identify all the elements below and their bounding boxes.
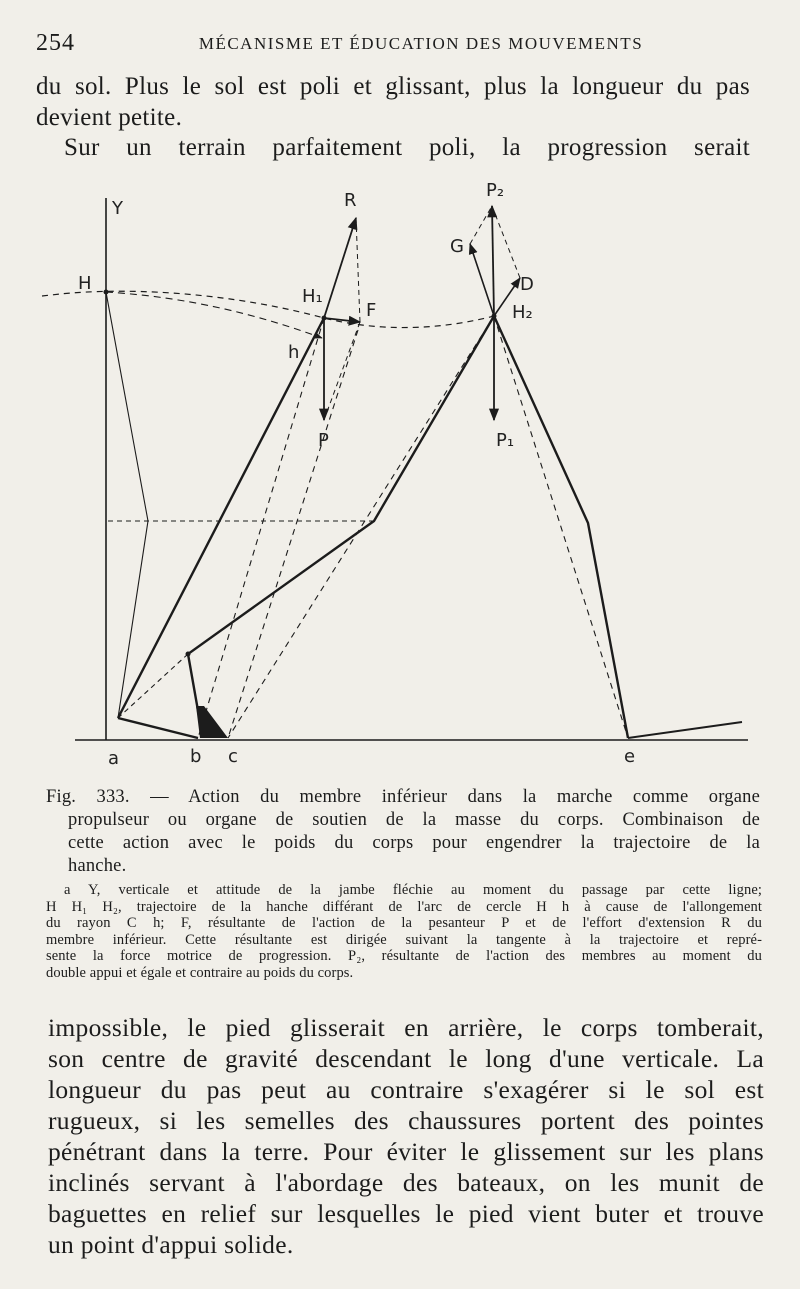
hip-trajectory [42,291,494,327]
dashed-leg-H2-c [228,316,494,738]
foot-a-b [118,718,198,738]
parallelogram-D [492,206,520,278]
figure-caption [46,786,760,878]
label-P: P [318,430,329,451]
vector-P2 [492,206,494,316]
dashed-leg-H1-c [228,330,358,738]
running-head: MÉCANISME ET ÉDUCATION DES MOUVEMENTS [198,34,644,53]
arc-Hh [106,292,322,338]
text-line: devient petite. [36,103,183,131]
text-line: pénétrant dans la terre. Pour éviter le glissement sur les plans [48,1137,764,1166]
caption-line: Fig. 333. — Action du membre inférieur dans la marche comme organe [46,787,760,807]
legend-line: a Y, verticale et attitude de la jambe fléchie au moment du passage par cette ligne; [64,882,762,898]
label-c: c [228,746,238,767]
caption-line: hanche. [68,856,127,876]
top-paragraph [36,72,750,164]
label-H1: H₁ [302,286,323,307]
text-line: Sur un terrain parfaitement poli, la progression serait [64,134,750,161]
label-H2: H₂ [512,302,533,323]
legend-line: membre inférieur. Cette résultante est dirigée suivant la tangente à la trajectoire et repré- [46,931,762,948]
text-line: inclinés servant à l'abordage des bateaux, on les munit de [48,1168,764,1197]
label-e: e [624,746,636,767]
legend-line: H H₁ H₂, trajectoire de la hanche différant de l'arc de cercle H h à cause de l'allongement [46,898,762,915]
figure-333 [0,170,800,780]
legend-line: du rayon C h; F, résultante de l'action de la pesanteur P et de l'effort d'extension R du [46,915,762,932]
legend-line: sente la force motrice de progression. P₂, résultante de l'action des membres au moment du [46,948,762,965]
label-b: b [190,746,202,767]
vector-R [324,218,356,318]
label-F: F [366,300,377,321]
caption-line: cette action avec le poids du corps pour engendrer la trajectoire de la [68,833,760,853]
label-D: D [520,274,534,295]
leg-H1-a [118,318,324,718]
parallelogram-G [470,206,492,244]
swing-foot [196,706,228,738]
vector-G [470,244,494,316]
point-H1 [322,316,327,321]
dashed-leg-H2-e [494,316,628,738]
label-P1: P₁ [496,430,515,451]
parallelogram-P-F [324,322,360,420]
label-h: h [288,342,300,363]
point-H [104,290,109,295]
text-line: baguettes en relief sur lesquelles le pied vient buter et trouve [48,1199,764,1228]
foot-e [628,722,742,738]
text-line: du sol. Plus le sol est poli et glissant, plus la longueur du pas [36,73,750,100]
label-Y: Y [112,198,123,219]
leg-at-vertical [106,292,148,718]
label-G: G [450,236,464,257]
swing-leg [188,316,494,736]
label-R: R [344,190,357,211]
bottom-paragraph [48,1012,764,1260]
text-line: son centre de gravité descendant le long d'une verticale. La [48,1044,764,1073]
label-a: a [108,748,120,769]
parallelogram-R-F [356,218,360,322]
page-number: 254 [36,30,75,56]
dashed-shank [118,654,188,718]
caption-line: propulseur ou organe de soutien de la masse du corps. Combinaison de [68,810,760,830]
text-line: un point d'appui solide. [48,1230,294,1259]
text-line: impossible, le pied glisserait en arrière, le corps tomberait, [48,1013,764,1042]
legend-line: double appui et égale et contraire au poids du corps. [46,964,354,981]
label-P2: P₂ [486,180,505,201]
text-line: rugueux, si les semelles des chaussures portent des pointes [48,1106,764,1135]
page-header [36,30,756,60]
gait-diagram [0,170,800,780]
figure-legend [46,882,762,982]
label-H: H [78,273,92,294]
text-line: longueur du pas peut au contraire s'exagérer si le sol est [48,1075,764,1104]
point-H2 [492,314,497,319]
knee-point [186,652,191,657]
